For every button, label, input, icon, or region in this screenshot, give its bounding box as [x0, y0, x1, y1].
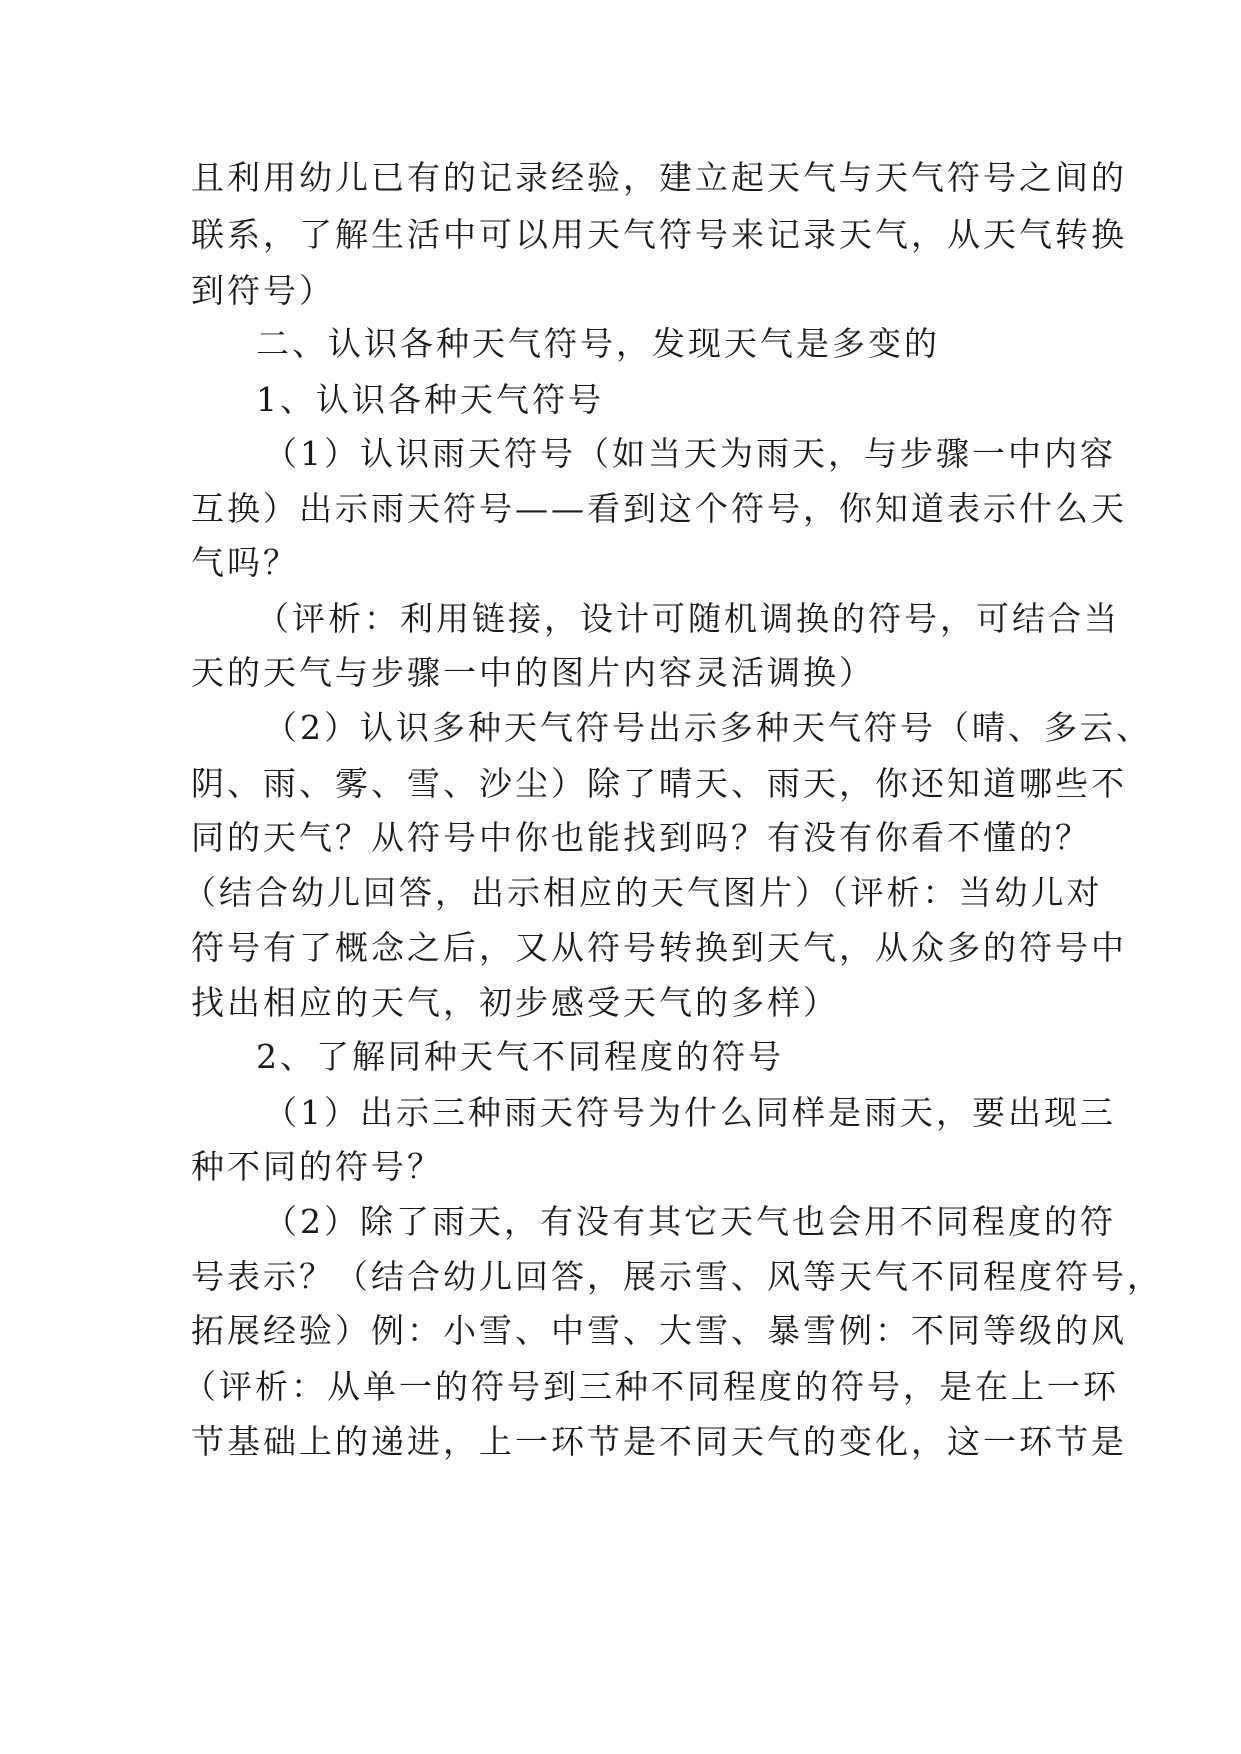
paragraph-line: （评析：从单一的符号到三种不同程度的符号，是在上一环 [183, 1367, 1119, 1406]
paragraph-line: 气吗？ [191, 543, 299, 582]
paragraph-line: 拓展经验）例：小雪、中雪、大雪、暴雪例：不同等级的风 [191, 1311, 1127, 1350]
paragraph-line: 号表示？（结合幼儿回答，展示雪、风等天气不同程度符号， [191, 1257, 1163, 1296]
paragraph-line: 阴、雨、雾、雪、沙尘）除了晴天、雨天，你还知道哪些不 [191, 764, 1127, 803]
subsection-heading: 2、了解同种天气不同程度的符号 [256, 1037, 784, 1076]
paragraph-line: 且利用幼儿已有的记录经验，建立起天气与天气符号之间的 [191, 158, 1127, 197]
paragraph-line: 天的天气与步骤一中的图片内容灵活调换） [191, 653, 875, 692]
paragraph-line: （1）认识雨天符号（如当天为雨天，与步骤一中内容 [264, 434, 1116, 473]
paragraph-line: 节基础上的递进，上一环节是不同天气的变化，这一环节是 [191, 1422, 1127, 1461]
paragraph-line: 符号有了概念之后，又从符号转换到天气，从众多的符号中 [191, 928, 1127, 967]
paragraph-line: 同的天气？从符号中你也能找到吗？有没有你看不懂的？ [191, 818, 1091, 857]
section-heading: 二、认识各种天气符号，发现天气是多变的 [256, 324, 940, 363]
subsection-heading: 1、认识各种天气符号 [256, 380, 604, 419]
paragraph-line: 到符号） [191, 271, 335, 310]
paragraph-line: （结合幼儿回答，出示相应的天气图片）（评析：当幼儿对 [183, 873, 1103, 912]
paragraph-line: （2）除了雨天，有没有其它天气也会用不同程度的符 [264, 1202, 1116, 1241]
paragraph-line: 联系，了解生活中可以用天气符号来记录天气，从天气转换 [191, 215, 1127, 254]
paragraph-line: （评析：利用链接，设计可随机调换的符号，可结合当 [256, 599, 1120, 638]
paragraph-line: 找出相应的天气，初步感受天气的多样） [191, 983, 839, 1022]
paragraph-line: 种不同的符号？ [191, 1147, 443, 1186]
paragraph-line: 互换）出示雨天符号——看到这个符号，你知道表示什么天 [191, 489, 1127, 528]
paragraph-line: （1）出示三种雨天符号为什么同样是雨天，要出现三 [264, 1093, 1116, 1132]
paragraph-line: （2）认识多种天气符号出示多种天气符号（晴、多云、 [264, 708, 1152, 747]
